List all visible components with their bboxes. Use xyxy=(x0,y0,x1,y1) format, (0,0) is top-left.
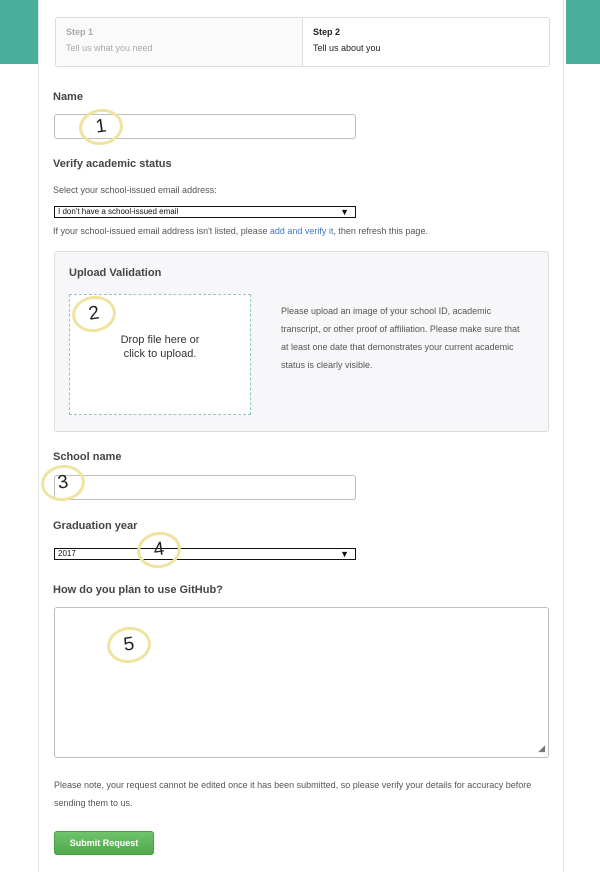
submission-note: Please note, your request cannot be edited once it has been submitted, so please verify your details for accuracy before sending them to us. xyxy=(54,780,532,808)
step-indicator xyxy=(55,17,550,67)
step-1-title: Step 1 xyxy=(66,27,94,37)
step-1-subtitle: Tell us what you need xyxy=(66,43,153,53)
name-label: Name xyxy=(53,91,83,103)
add-verify-email-link[interactable]: add and verify it xyxy=(269,226,334,236)
resize-grip-icon[interactable]: ◢ xyxy=(538,743,545,753)
drop-zone-text-line1: Drop file here or xyxy=(120,334,200,346)
graduation-year-select[interactable] xyxy=(54,548,356,560)
verify-heading: Verify academic status xyxy=(53,158,172,170)
github-plan-label: How do you plan to use GitHub? xyxy=(53,584,223,596)
step-2 xyxy=(303,18,549,66)
annotation-marker-4: 4 xyxy=(135,529,184,571)
email-help-prefix: If your school-issued email address isn't listed, please xyxy=(53,226,268,236)
annotation-marker-1: 1 xyxy=(77,106,126,148)
upload-title: Upload Validation xyxy=(69,267,162,279)
step-2-title: Step 2 xyxy=(313,27,341,37)
school-name-label: School name xyxy=(53,451,122,463)
chevron-down-icon: ▼ xyxy=(340,207,349,217)
email-help-suffix: , then refresh this page. xyxy=(333,226,428,236)
step-2-subtitle: Tell us about you xyxy=(313,43,381,53)
header-band-right xyxy=(566,0,600,64)
chevron-down-icon: ▼ xyxy=(340,549,349,559)
upload-instructions: Please upload an image of your school ID, academic transcript, or other proof of affiliation. Please make sure that at least one date that demonstrates your current academic status is clearly visible. xyxy=(281,306,520,370)
annotation-marker-2: 2 xyxy=(70,293,119,335)
step-1[interactable] xyxy=(56,18,303,66)
email-help-text xyxy=(53,226,428,236)
header-band-left xyxy=(0,0,38,64)
school-name-input[interactable] xyxy=(54,475,356,500)
submit-request-button[interactable]: Submit Request xyxy=(54,831,154,855)
email-select-label: Select your school-issued email address: xyxy=(53,185,217,195)
drop-zone-text xyxy=(70,333,250,361)
upload-validation-panel xyxy=(54,251,549,432)
graduation-year-value: 2017 xyxy=(58,549,76,558)
annotation-marker-3: 3 xyxy=(39,462,88,504)
annotation-marker-5: 5 xyxy=(105,624,154,666)
drop-zone-text-line2: click to upload. xyxy=(123,348,197,360)
email-select-value: I don't have a school-issued email xyxy=(58,207,179,216)
graduation-year-label: Graduation year xyxy=(53,520,138,532)
form-card xyxy=(38,0,564,872)
email-select[interactable] xyxy=(54,206,356,218)
